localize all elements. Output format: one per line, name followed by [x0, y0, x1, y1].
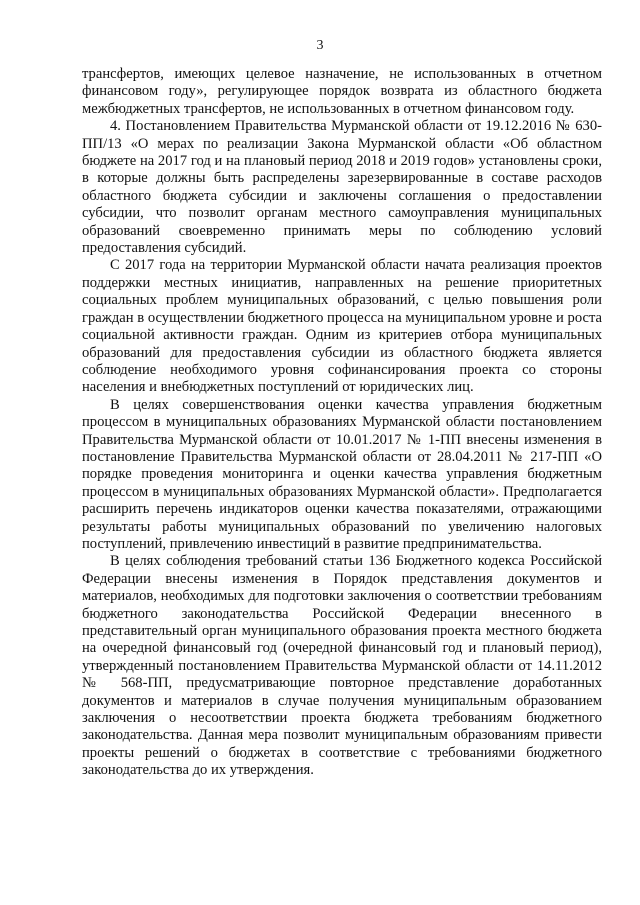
paragraph-local-initiatives: С 2017 года на территории Мурманской области начата реализация проектов поддержки местных инициатив, направленных на решение приоритетных социальных проблем муниципальных образований, с целью повышения роли граждан в осуществлении бюджетного процесса на муниципальном уровне и роста социальной активности граждан. Одним из критериев отбора муниципальных образований для предоставления субсидии из областного бюджета является соблюдение необходимого уровня софинансирования проекта со стороны населения и внебюджетных поступлений от юридических лиц.	[82, 257, 602, 396]
document-body	[82, 66, 602, 780]
paragraph-continuation: трансфертов, имеющих целевое назначение, не использованных в отчетном финансовом году», регулирующее порядок возврата из областного бюджета межбюджетных трансфертов, не использованных в отчетном финансовом году.	[82, 66, 602, 117]
paragraph-budget-code: В целях соблюдения требований статьи 136 Бюджетного кодекса Российской Федерации внесены изменения в Порядок представления документов и материалов, необходимых для подготовки заключения о соответствии требованиям бюджетного законодательства Российской Федерации внесенного в представительный орган муниципального образования проекта местного бюджета на очередной финансовый год (очередной финансовый год и плановый период), утвержденный постановлением Правительства Мурманской области от 14.11.2012 № 568-ПП, предусматривающие повторное представление доработанных документов и материалов в случае получения муниципальным образованием заключения о несоответствии проекта бюджета требованиям бюджетного законодательства. Данная мера позволит муниципальным образованиям привести проекты решений о бюджетах в соответствие с требованиями бюджетного законодательства до их утверждения.	[82, 553, 602, 779]
page-number: 3	[316, 38, 324, 53]
paragraph-resolution-630: 4. Постановлением Правительства Мурманской области от 19.12.2016 № 630-ПП/13 «О мерах по реализации Закона Мурманской области «Об областном бюджете на 2017 год и на плановый период 2018 и 2019 годов» установлены сроки, в которые должны быть распределены зарезервированные в составе расходов областного бюджета субсидии и заключены соглашения о предоставлении субсидии, что позволит органам местного самоуправления муниципальных образований своевременно принимать меры по соблюдению условий предоставления субсидий.	[82, 118, 602, 257]
paragraph-budget-quality: В целях совершенствования оценки качества управления бюджетным процессом в муниципальных образованиях Мурманской области постановлением Правительства Мурманской области от 10.01.2017 № 1-ПП внесены изменения в постановление Правительства Мурманской области от 28.04.2011 № 217-ПП «О порядке проведения мониторинга и оценки качества управления бюджетным процессом в муниципальных образованиях Мурманской области». Предполагается расширить перечень индикаторов оценки качества показателями, отражающими результаты работы муниципальных образований по увеличению налоговых поступлений, привлечению инвестиций в развитие предпринимательства.	[82, 396, 602, 552]
